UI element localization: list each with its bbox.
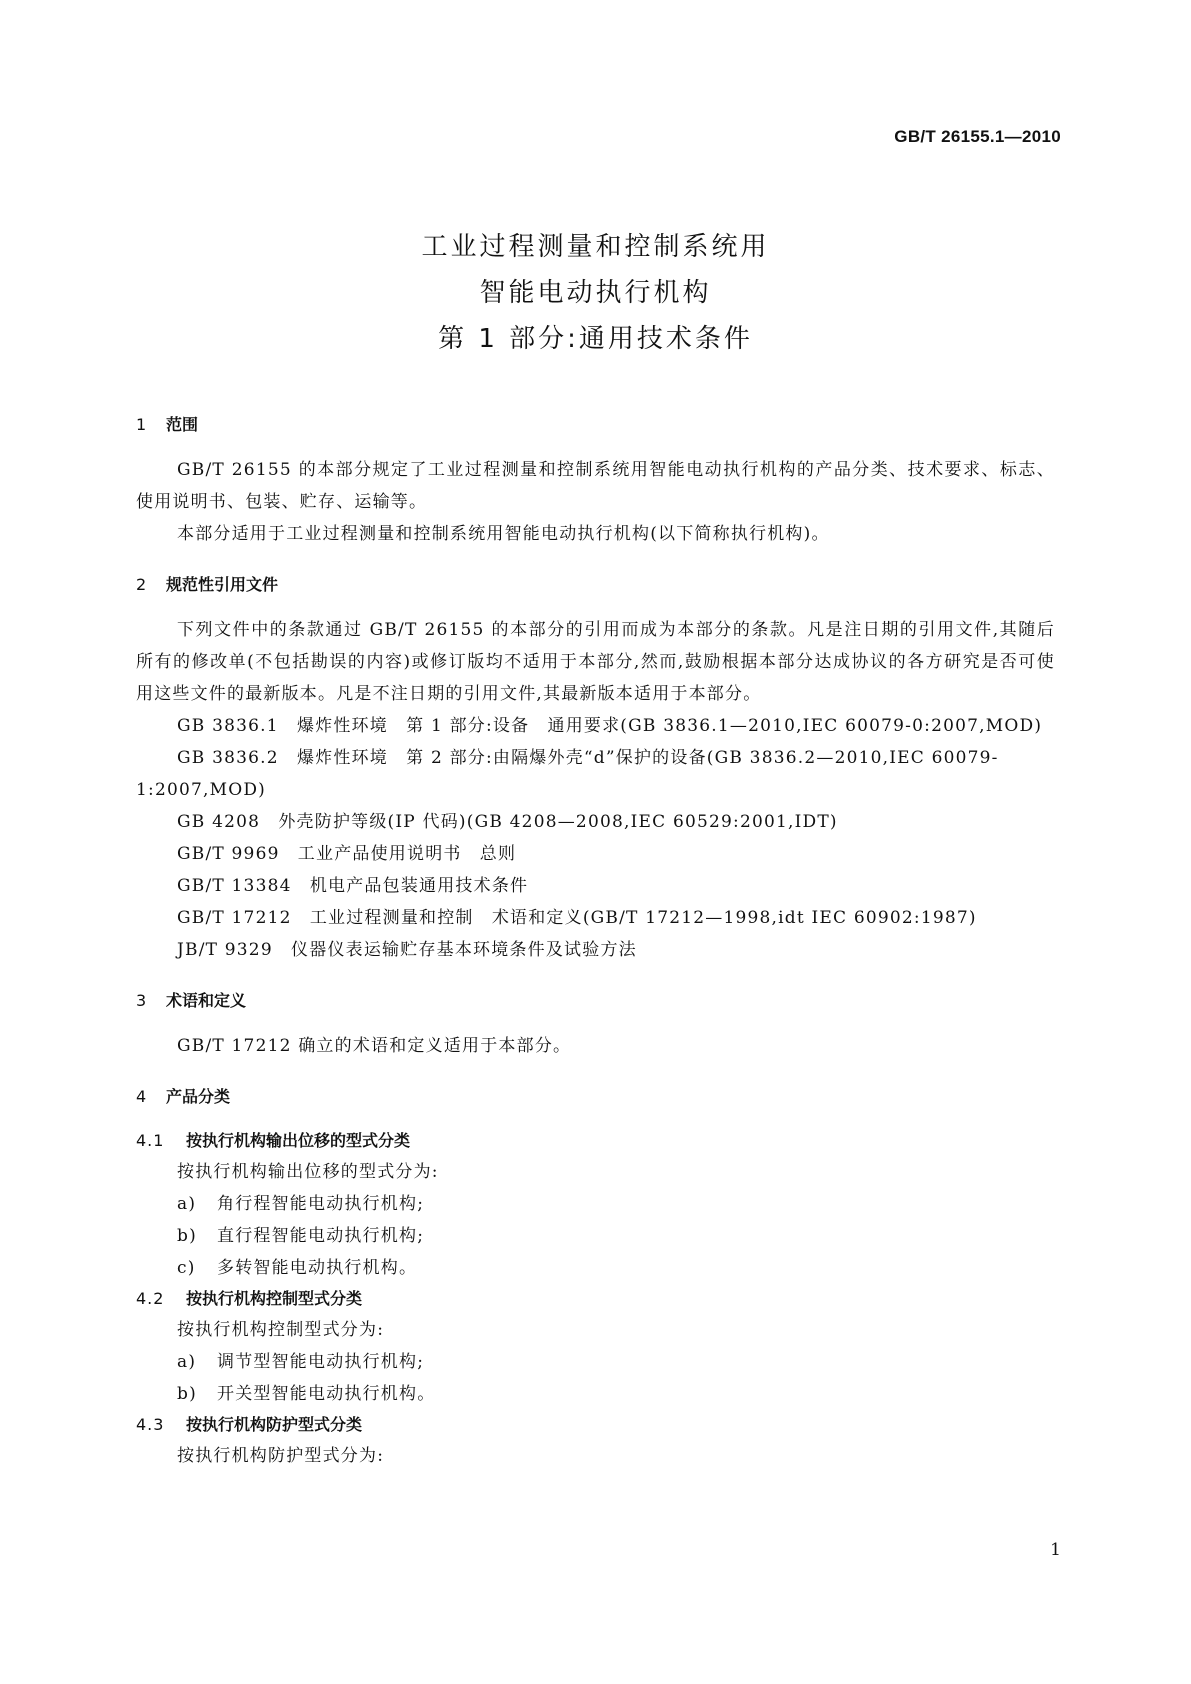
subsection-number: 4.3 xyxy=(136,1415,165,1434)
list-marker: c) xyxy=(177,1258,196,1278)
subsection-number: 4.1 xyxy=(136,1131,165,1150)
list-item xyxy=(136,1346,1055,1378)
section-number: 3 xyxy=(136,991,147,1010)
subsection-4-1-heading xyxy=(136,1126,1055,1156)
page-number: 1 xyxy=(1050,1540,1061,1560)
section-4-heading xyxy=(136,1082,1055,1112)
title-line-3: 第 1 部分:通用技术条件 xyxy=(438,324,753,354)
reference-item: GB/T 17212 工业过程测量和控制 术语和定义(GB/T 17212—1998,idt IEC 60902:1987) xyxy=(177,908,977,928)
subsection-4-2-heading xyxy=(136,1284,1055,1314)
list-item xyxy=(136,1220,1055,1252)
list-marker: b) xyxy=(177,1226,197,1246)
subsection-title: 按执行机构输出位移的型式分类 xyxy=(186,1131,411,1150)
subsection-number: 4.2 xyxy=(136,1289,165,1308)
paragraph: GB/T 17212 确立的术语和定义适用于本部分。 xyxy=(177,1036,572,1056)
subsection-title: 按执行机构防护型式分类 xyxy=(186,1415,363,1434)
paragraph: 按执行机构输出位移的型式分为: xyxy=(177,1162,439,1182)
list-marker: a) xyxy=(177,1194,197,1214)
list-item-text: 直行程智能电动执行机构; xyxy=(217,1226,425,1246)
section-1-heading xyxy=(136,410,1055,440)
paragraph: GB/T 26155 的本部分规定了工业过程测量和控制系统用智能电动执行机构的产品分类、技术要求、标志、使用说明书、包装、贮存、运输等。 xyxy=(136,460,1055,512)
subsection-title: 按执行机构控制型式分类 xyxy=(186,1289,363,1308)
section-3-heading xyxy=(136,986,1055,1016)
reference-item: GB/T 13384 机电产品包装通用技术条件 xyxy=(177,876,529,896)
section-title: 规范性引用文件 xyxy=(166,575,279,594)
reference-item: GB 3836.2 爆炸性环境 第 2 部分:由隔爆外壳“d”保护的设备(GB 3836.2—2010,IEC 60079-1:2007,MOD) xyxy=(136,748,999,800)
list-item-text: 开关型智能电动执行机构。 xyxy=(217,1384,436,1404)
section-number: 1 xyxy=(136,415,147,434)
section-title: 范围 xyxy=(166,415,199,434)
section-number: 2 xyxy=(136,575,147,594)
list-item xyxy=(136,1252,1055,1284)
title-line-2: 智能电动执行机构 xyxy=(479,278,712,308)
paragraph: 按执行机构控制型式分为: xyxy=(177,1320,385,1340)
reference-item: JB/T 9329 仪器仪表运输贮存基本环境条件及试验方法 xyxy=(177,940,637,960)
paragraph: 本部分适用于工业过程测量和控制系统用智能电动执行机构(以下简称执行机构)。 xyxy=(177,524,830,544)
section-number: 4 xyxy=(136,1087,147,1106)
standard-number: GB/T 26155.1—2010 xyxy=(894,127,1061,146)
list-item-text: 调节型智能电动执行机构; xyxy=(217,1352,425,1372)
paragraph: 下列文件中的条款通过 GB/T 26155 的本部分的引用而成为本部分的条款。凡是注日期的引用文件,其随后所有的修改单(不包括勘误的内容)或修订版均不适用于本部分,然而,鼓励根据本部分达成协议的各方研究是否可使用这些文件的最新版本。凡是不注日期的引用文件,其最新版本适用于本部分。 xyxy=(136,620,1055,704)
title-line-1: 工业过程测量和控制系统用 xyxy=(421,232,770,262)
reference-item: GB 4208 外壳防护等级(IP 代码)(GB 4208—2008,IEC 60529:2001,IDT) xyxy=(177,812,838,832)
document-body xyxy=(136,410,1055,1472)
subsection-4-3-heading xyxy=(136,1410,1055,1440)
section-title: 产品分类 xyxy=(166,1087,231,1106)
list-item-text: 多转智能电动执行机构。 xyxy=(217,1258,418,1278)
reference-item: GB/T 9969 工业产品使用说明书 总则 xyxy=(177,844,517,864)
list-marker: b) xyxy=(177,1384,197,1404)
list-item-text: 角行程智能电动执行机构; xyxy=(217,1194,425,1214)
paragraph: 按执行机构防护型式分为: xyxy=(177,1446,385,1466)
reference-item: GB 3836.1 爆炸性环境 第 1 部分:设备 通用要求(GB 3836.1—2010,IEC 60079-0:2007,MOD) xyxy=(177,716,1043,736)
list-marker: a) xyxy=(177,1352,197,1372)
section-title: 术语和定义 xyxy=(166,991,247,1010)
section-2-heading xyxy=(136,570,1055,600)
list-item xyxy=(136,1188,1055,1220)
list-item xyxy=(136,1378,1055,1410)
